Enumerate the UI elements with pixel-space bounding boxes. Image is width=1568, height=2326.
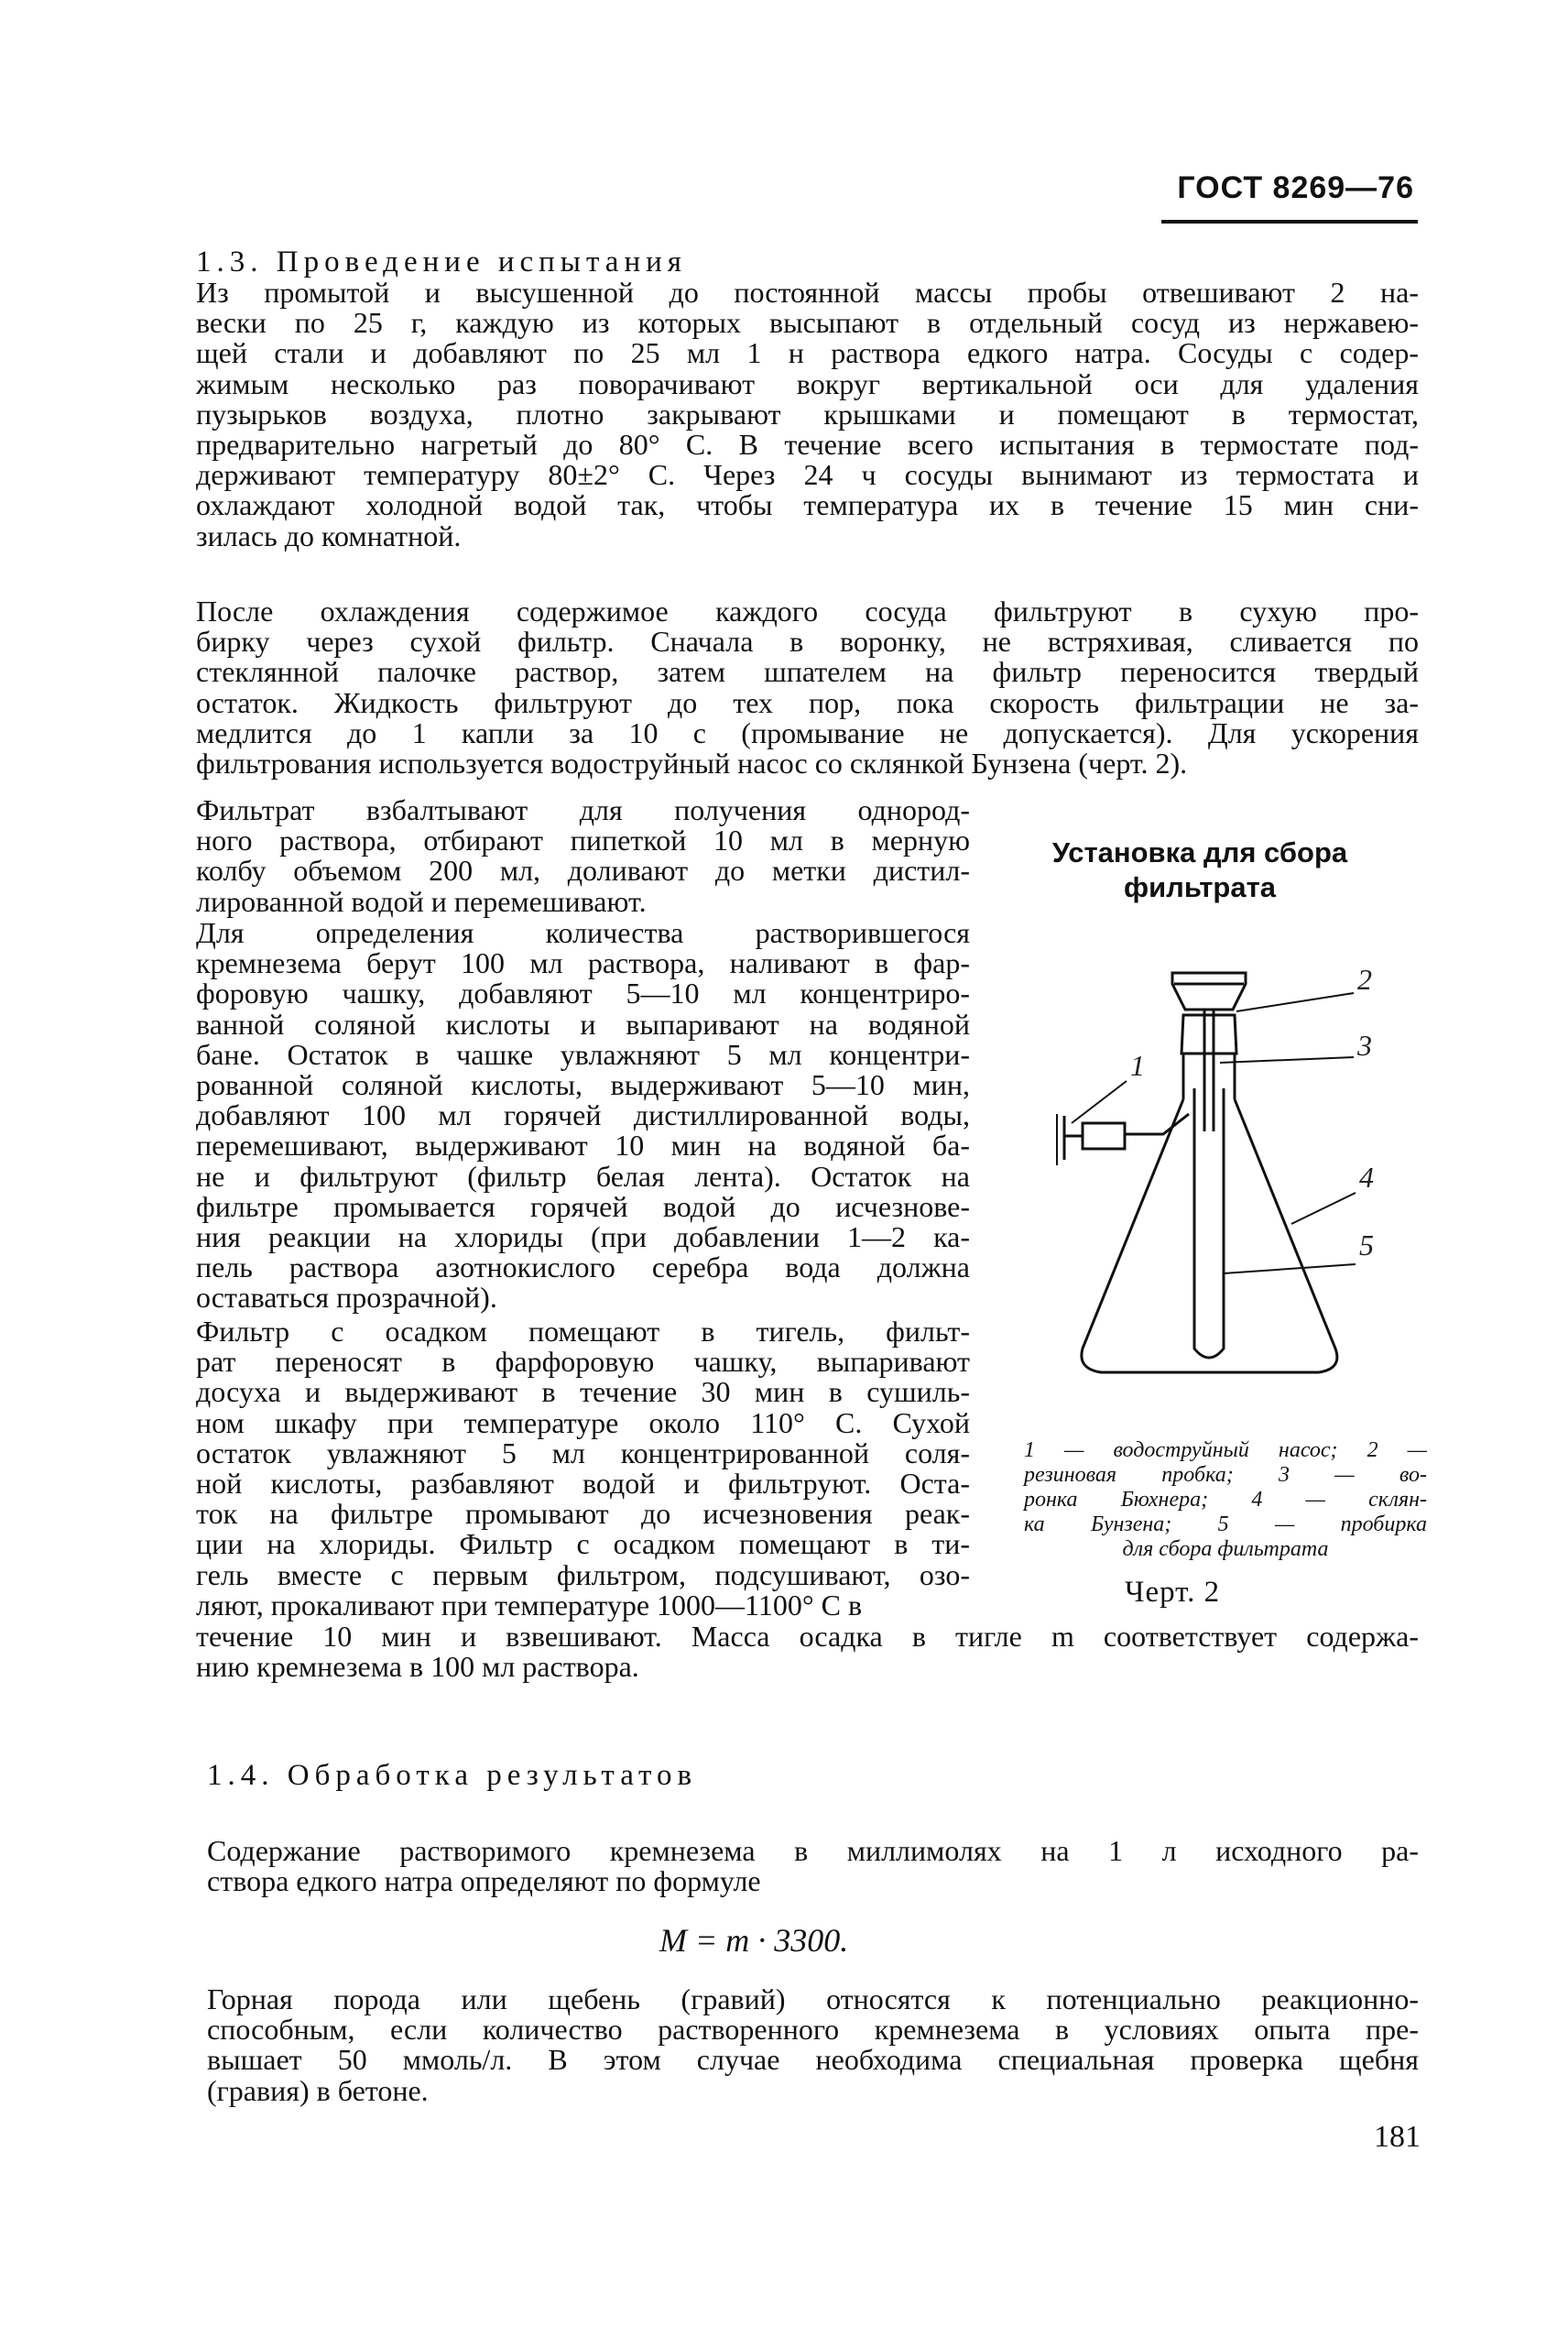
text-line: ной кислоты, разбавляют водой и фильтруют. Оста- xyxy=(196,1467,970,1501)
text-line: Фильтр с осадком помещают в тигель, фильт- xyxy=(196,1315,970,1348)
text-line: Фильтрат взбалтывают для получения однород- xyxy=(196,793,970,826)
callout-3: 3 xyxy=(1357,1029,1372,1062)
text-line: ции на хлориды. Фильтр с осадком помещают в ти- xyxy=(196,1527,970,1561)
section-1-3-paragraph-2 xyxy=(196,596,1419,779)
text-line: ном шкафу при температуре около 110° С. Сухой xyxy=(196,1405,970,1439)
text-line: стеклянной палочке раствор, затем шпателем на фильтр переносится твердый xyxy=(196,655,1419,689)
text-line: бане. Остаток в чашке увлажняют 5 мл концентри- xyxy=(196,1037,970,1071)
text-line: добавляют 100 мл горячей дистиллированной воды, xyxy=(196,1098,970,1132)
text-line: способным, если количество растворенного кремнезема в условиях опыта пре- xyxy=(207,2013,1419,2047)
text-line: охлаждают холодной водой так, чтобы температура их в течение 15 мин сни- xyxy=(196,488,1419,522)
text-line: медлится до 1 капли за 10 с (промывание не допускается). Для ускорения xyxy=(196,715,1419,749)
section-1-4-paragraph-1 xyxy=(207,1836,1419,1896)
text-line: остаток увлажняют 5 мл концентрированной соля- xyxy=(196,1436,970,1469)
figure-title: Установка для сбора фильтрата xyxy=(1051,836,1348,903)
text-line: перемешивают, выдерживают 10 мин на водяной ба- xyxy=(196,1129,970,1163)
bunsen-flask xyxy=(1082,1099,1337,1372)
section-1-3-paragraph-1 xyxy=(196,278,1419,551)
text-line: Из промытой и высушенной до постоянной массы пробы отвешивают 2 на- xyxy=(196,276,1419,309)
text-line: не и фильтруют (фильтр белая лента). Остаток на xyxy=(196,1159,970,1193)
water-jet-pump xyxy=(1083,1123,1125,1149)
callout-line-2 xyxy=(1236,993,1354,1011)
text-line: нию кремнезема в 100 мл раствора. xyxy=(196,1650,639,1684)
text-line: Содержание растворимого кремнезема в миллимолях на 1 л исходного ра- xyxy=(207,1834,1419,1867)
text-line: вышает 50 ммоль/л. В этом случае необходима специальная проверка щебня xyxy=(207,2043,1419,2077)
figure-caption xyxy=(1024,1438,1427,1562)
text-line: пель раствора азотнокислого серебра вода должна xyxy=(196,1250,970,1284)
text-line: ванной соляной кислоты и выпаривают на водяной xyxy=(196,1007,970,1041)
standard-header: ГОСТ 8269—76 xyxy=(1177,170,1414,205)
text-line: форовую чашку, добавляют 5—10 мл концентриро- xyxy=(196,977,970,1010)
text-line: зилась до комнатной. xyxy=(196,519,462,552)
section-1-3-paragraph-5 xyxy=(196,1316,970,1621)
text-line: ного раствора, отбирают пипеткой 10 мл в мерную xyxy=(196,824,970,857)
formula: M = m · 3300. xyxy=(659,1922,849,1959)
section-1-4-paragraph-2 xyxy=(207,1984,1419,2106)
test-tube xyxy=(1194,1088,1224,1358)
text-line: оставаться прозрачной). xyxy=(196,1281,497,1315)
text-line: створа едкого натра определяют по формуле xyxy=(207,1864,761,1898)
callout-line-4 xyxy=(1291,1193,1356,1224)
callout-2: 2 xyxy=(1357,963,1372,996)
text-line: лированной водой и перемешивают. xyxy=(196,884,647,918)
section-1-4-title: 1.4. Обработка результатов xyxy=(207,1759,698,1792)
text-line: остаток. Жидкость фильтруют до тех пор, пока скорость фильтрации не за- xyxy=(196,685,1419,719)
text-line: (гравия) в бетоне. xyxy=(207,2073,429,2107)
callout-line-3 xyxy=(1220,1057,1354,1063)
text-line: 1 — водоструйный насос; 2 — xyxy=(1024,1438,1427,1462)
text-line: колбу объемом 200 мл, доливают до метки дистил- xyxy=(196,854,970,888)
text-line: ронка Бюхнера; 4 — склян- xyxy=(1024,1488,1427,1512)
callout-1: 1 xyxy=(1130,1049,1145,1082)
text-line: рат переносят в фарфоровую чашку, выпаривают xyxy=(196,1345,970,1379)
callout-line-1 xyxy=(1072,1081,1127,1123)
text-line: течение 10 мин и взвешивают. Масса осадка в тигле m соответствует содержа- xyxy=(196,1620,1419,1653)
text-line: ка Бунзена; 5 — пробирка xyxy=(1024,1512,1427,1536)
text-line: фильтре промывается горячей водой до исчезнове- xyxy=(196,1189,970,1223)
section-1-3-paragraph-5-tail xyxy=(196,1622,1419,1682)
section-1-3-paragraph-4 xyxy=(196,918,970,1314)
section-1-3-paragraph-3 xyxy=(196,795,970,917)
text-line: держивают температуру 80±2° С. Через 24 ч сосуды вынимают из термостата и xyxy=(196,458,1419,492)
text-line: для сбора фильтрата xyxy=(1122,1537,1329,1561)
text-line: фильтрования используется водоструйный насос со склянкой Бунзена (черт. 2). xyxy=(196,747,1188,781)
text-line: Горная порода или щебень (гравий) относятся к потенциально реакционно- xyxy=(207,1982,1419,2015)
text-line: бирку через сухой фильтр. Сначала в воронку, не встряхивая, сливается по xyxy=(196,625,1419,659)
buchner-funnel xyxy=(1172,973,1246,1010)
callout-5: 5 xyxy=(1359,1229,1374,1261)
text-line: Для определения количества растворившегося xyxy=(196,916,970,949)
text-line: После охлаждения содержимое каждого сосуда фильтруют в сухую про- xyxy=(196,595,1419,628)
text-line: пузырьков воздуха, плотно закрывают крышками и помещают в термостат, xyxy=(196,397,1419,431)
page-number: 181 xyxy=(1374,2120,1421,2154)
text-line: ния реакции на хлориды (при добавлении 1—2 ка- xyxy=(196,1220,970,1254)
text-line: предварительно нагретый до 80° С. В течение всего испытания в термостате под- xyxy=(196,428,1419,462)
callout-line-5 xyxy=(1224,1264,1356,1273)
text-line: резиновая пробка; 3 — во- xyxy=(1024,1463,1427,1487)
text-line: ляют, прокаливают при температуре 1000—1100° С в xyxy=(196,1588,863,1622)
rubber-stopper xyxy=(1181,1015,1236,1054)
callout-4: 4 xyxy=(1359,1161,1374,1194)
header-rule xyxy=(1161,220,1418,224)
text-line: кремнезема берут 100 мл раствора, наливают в фар- xyxy=(196,946,970,980)
text-line: гель вместе с первым фильтром, подсушивают, озо- xyxy=(196,1557,970,1591)
bunsen-flask-diagram xyxy=(1017,953,1420,1420)
text-line: ток на фильтре промывают до исчезновения реак- xyxy=(196,1497,970,1531)
text-line: досуха и выдерживают в течение 30 мин в сушиль- xyxy=(196,1375,970,1409)
text-line: рованной соляной кислоты, выдерживают 5—10 мин, xyxy=(196,1068,970,1102)
figure-label: Черт. 2 xyxy=(1125,1576,1221,1609)
section-1-3-title: 1.3. Проведение испытания xyxy=(196,246,687,278)
text-line: жимым несколько раз поворачивают вокруг вертикальной оси для удаления xyxy=(196,366,1419,400)
text-line: щей стали и добавляют по 25 мл 1 н раствора едкого натра. Сосуды с содер- xyxy=(196,336,1419,370)
text-line: вески по 25 г, каждую из которых высыпают в отдельный сосуд из нержавею- xyxy=(196,306,1419,340)
